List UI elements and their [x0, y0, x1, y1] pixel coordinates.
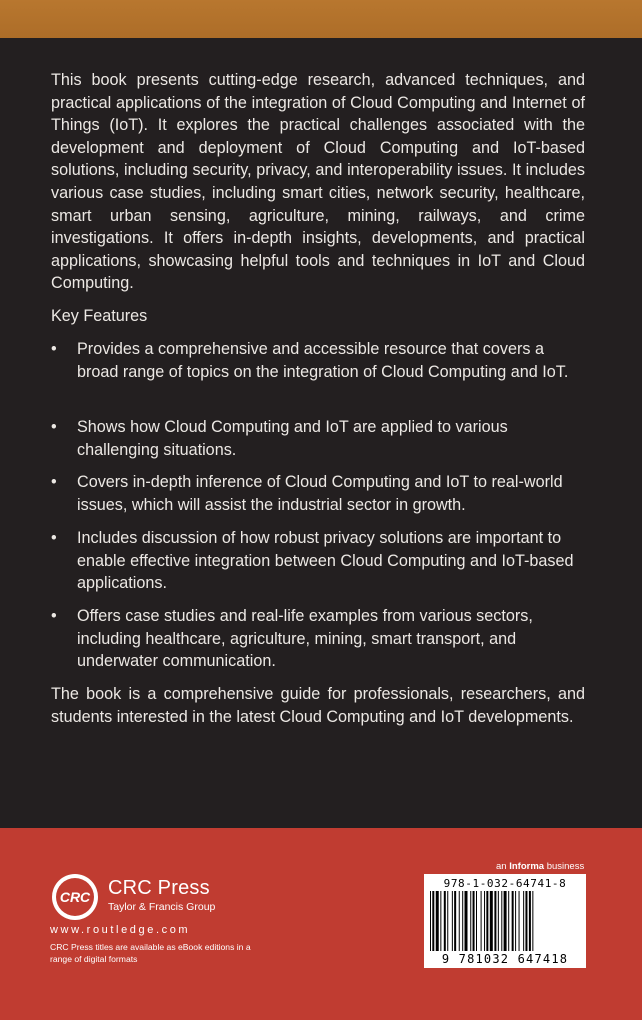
barcode-bars-icon	[430, 891, 580, 951]
informa-suffix: business	[544, 861, 585, 872]
top-color-band	[0, 0, 642, 38]
barcode-bar	[486, 891, 488, 951]
barcode-bar	[484, 891, 485, 951]
barcode-bar	[529, 891, 531, 951]
feature-text: Includes discussion of how robust privacy solutions are important to enable effective integration between Cloud Computing and IoT-based applications.	[77, 529, 574, 593]
isbn-digits: 9 781032 647418	[441, 952, 569, 966]
bullet-icon: •	[51, 607, 57, 625]
barcode-bar	[490, 891, 493, 951]
barcode-bar	[494, 891, 496, 951]
barcode-bar	[473, 891, 475, 951]
key-features-heading: Key Features	[51, 307, 148, 325]
publisher-band	[0, 828, 642, 1020]
barcode-bar	[523, 891, 524, 951]
barcode-bar	[447, 891, 448, 951]
feature-text: Offers case studies and real-life examples from various sectors, including healthcare, agriculture, mining, smart transport, and underwater communication.	[77, 607, 533, 671]
ebook-note: CRC Press titles are available as eBook editions in a range of digital formats	[50, 942, 251, 964]
barcode-bar	[465, 891, 468, 951]
feature-item	[51, 527, 585, 595]
barcode-bar	[430, 891, 431, 951]
barcode-bar	[444, 891, 446, 951]
feature-text: Covers in-depth inference of Cloud Computing and IoT to real-world issues, which will assist the industrial sector in growth.	[77, 473, 563, 514]
bullet-icon: •	[51, 418, 57, 436]
barcode-bar	[532, 891, 533, 951]
barcode-bar	[525, 891, 527, 951]
barcode-bar	[462, 891, 463, 951]
bullet-icon: •	[51, 473, 57, 491]
barcode-bar	[504, 891, 507, 951]
publisher-name: CRC Press	[108, 877, 210, 899]
barcode-bar	[454, 891, 456, 951]
barcode-bar	[481, 891, 482, 951]
barcode-bar	[501, 891, 502, 951]
logo-text: CRC	[59, 889, 91, 905]
crc-logo-icon	[50, 872, 100, 922]
feature-item	[51, 416, 585, 461]
publisher-group: Taylor & Francis Group	[108, 901, 216, 913]
barcode-bar	[512, 891, 514, 951]
barcode-bar	[452, 891, 453, 951]
barcode-bar	[432, 891, 434, 951]
barcode-bar	[470, 891, 471, 951]
feature-text: Shows how Cloud Computing and IoT are applied to various challenging situations.	[77, 418, 508, 459]
informa-prefix: an	[496, 861, 510, 872]
barcode-bar	[519, 891, 520, 951]
closing-paragraph: The book is a comprehensive guide for professionals, researchers, and students interested in the latest Cloud Computing and IoT developments.	[51, 685, 585, 726]
bullet-icon: •	[51, 340, 57, 358]
feature-text: Provides a comprehensive and accessible resource that covers a broad range of topics on the integration of Cloud Computing and IoT.	[77, 340, 569, 381]
barcode-bar	[515, 891, 516, 951]
barcode-bar	[436, 891, 439, 951]
barcode-bar	[508, 891, 509, 951]
barcode-bar	[459, 891, 460, 951]
isbn-barcode	[424, 874, 586, 968]
isbn-number: 978-1-032-64741-8	[443, 877, 567, 890]
website-url: www.routledge.com	[50, 924, 191, 936]
informa-tagline	[496, 861, 584, 872]
blurb-area	[0, 38, 642, 828]
barcode-bar	[498, 891, 499, 951]
barcode-bar	[476, 891, 477, 951]
feature-item	[51, 605, 585, 673]
informa-brand: Informa	[509, 861, 545, 872]
feature-item	[51, 338, 585, 383]
bullet-icon: •	[51, 529, 57, 547]
barcode-bar	[440, 891, 441, 951]
feature-item	[51, 471, 585, 516]
intro-paragraph: This book presents cutting-edge research, advanced techniques, and practical applications of the integration of Cloud Computing and Internet of Things (IoT). It explores the practical challenges associated with the development and deployment of Cloud Computing and IoT-based solutions, including security, privacy, and interoperability issues. It includes various case studies, including smart cities, network security, healthcare, smart urban sensing, agriculture, mining, railways, and crime investigations. It offers in-depth insights, developments, and practical applications, showcasing helpful tools and techniques in IoT and Cloud Computing.	[51, 71, 585, 293]
